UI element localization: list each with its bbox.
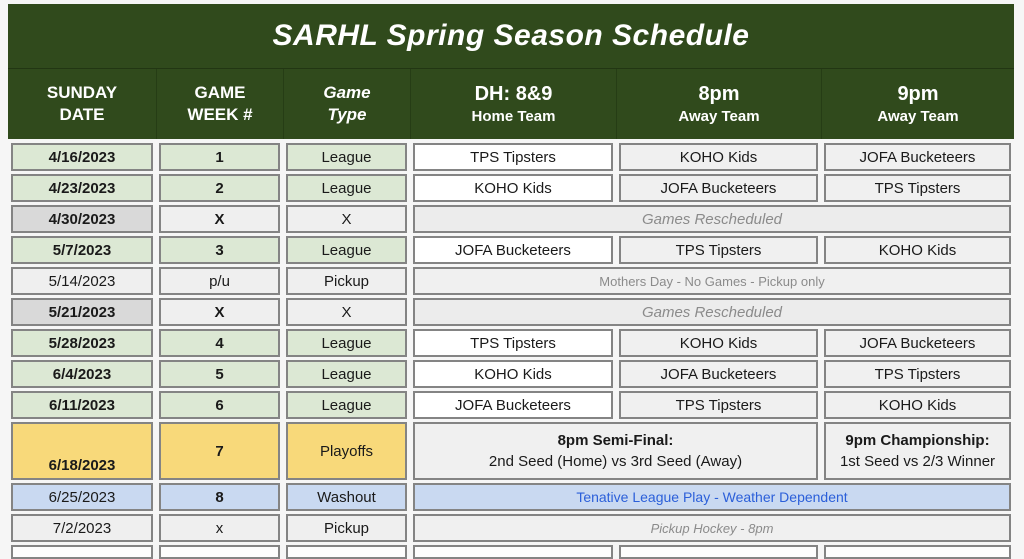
week-cell: p/u [159,267,280,295]
schedule-row-week1 [8,143,1014,171]
schedule-row-week3 [8,236,1014,264]
away-team-8pm-cell: KOHO Kids [619,329,818,357]
away-team-8pm-cell: KOHO Kids [619,143,818,171]
column-header-line: Away Team [678,108,760,126]
away-team-8pm-cell: JOFA Bucketeers [619,174,818,202]
date-cell: 5/21/2023 [11,298,153,326]
type-cell: Pickup [286,514,407,542]
column-header-8pm-away [616,69,821,139]
home-team-cell: TPS Tipsters [413,329,613,357]
column-header-9pm-away [821,69,1014,139]
type-cell: League [286,360,407,388]
type-cell: League [286,391,407,419]
week-cell: 6 [159,391,280,419]
week-cell: 5 [159,360,280,388]
week-cell: 8 [159,483,280,511]
week-cell: x [159,514,280,542]
column-header-line: Away Team [877,108,959,126]
week-cell: 3 [159,236,280,264]
empty-cell [11,545,153,559]
page-title: SARHL Spring Season Schedule [8,4,1014,69]
column-header-game-week [156,69,283,139]
away-team-8pm-cell: TPS Tipsters [619,236,818,264]
date-cell: 6/11/2023 [11,391,153,419]
home-team-cell: KOHO Kids [413,360,613,388]
column-header-line: 9pm [897,83,939,106]
schedule-row-pickup [8,514,1014,542]
type-cell: League [286,329,407,357]
type-cell: League [286,143,407,171]
schedule-rows [8,139,1014,559]
type-cell: Washout [286,483,407,511]
schedule-row-rescheduled [8,205,1014,233]
column-header-sunday-date [8,69,156,139]
date-cell: 7/2/2023 [11,514,153,542]
schedule-row-week2 [8,174,1014,202]
date-cell: 5/28/2023 [11,329,153,357]
week-cell: X [159,298,280,326]
schedule-row-week6 [8,391,1014,419]
note-cell: Games Rescheduled [413,205,1011,233]
type-cell: Pickup [286,267,407,295]
away-team-9pm-cell: JOFA Bucketeers [824,143,1011,171]
away-team-9pm-cell: TPS Tipsters [824,360,1011,388]
date-cell: 5/7/2023 [11,236,153,264]
schedule-row-playoffs [8,422,1014,480]
home-team-cell: KOHO Kids [413,174,613,202]
column-header-line: 8pm [698,83,740,106]
week-cell: 2 [159,174,280,202]
championship-detail: 1st Seed vs 2/3 Winner [839,453,996,470]
schedule-row-washout [8,483,1014,511]
date-cell: 5/14/2023 [11,267,153,295]
empty-cell [159,545,280,559]
championship-title: 9pm Championship: [845,432,990,449]
schedule-row-partial [8,545,1014,559]
date-cell: 6/4/2023 [11,360,153,388]
semi-final-detail: 2nd Seed (Home) vs 3rd Seed (Away) [488,453,743,470]
type-cell: Playoffs [286,422,407,480]
column-header-line: GAME [194,82,246,102]
away-team-9pm-cell: KOHO Kids [824,236,1011,264]
empty-cell [824,545,1011,559]
empty-cell [413,545,613,559]
home-team-cell: JOFA Bucketeers [413,236,613,264]
date-cell: 4/30/2023 [11,205,153,233]
column-header-line: DH: 8&9 [474,83,553,106]
schedule-row-week5 [8,360,1014,388]
schedule-sheet [8,4,1014,559]
note-cell: Mothers Day - No Games - Pickup only [413,267,1011,295]
column-header-game-type [283,69,410,139]
column-header-line: SUNDAY [46,82,118,102]
column-header-row [8,69,1014,139]
column-header-line: WEEK # [187,105,253,124]
week-cell: X [159,205,280,233]
away-team-8pm-cell: JOFA Bucketeers [619,360,818,388]
note-cell: Pickup Hockey - 8pm [413,514,1011,542]
date-cell: 4/23/2023 [11,174,153,202]
home-team-cell: TPS Tipsters [413,143,613,171]
column-header-line: Home Team [471,108,556,126]
date-cell: 4/16/2023 [11,143,153,171]
empty-cell [286,545,407,559]
away-team-9pm-cell: TPS Tipsters [824,174,1011,202]
away-team-9pm-cell: KOHO Kids [824,391,1011,419]
schedule-row-week4 [8,329,1014,357]
type-cell: League [286,236,407,264]
week-cell: 7 [159,422,280,480]
week-cell: 4 [159,329,280,357]
column-header-line: Game [323,82,371,102]
type-cell: X [286,298,407,326]
column-header-line: DATE [59,105,105,124]
date-cell: 6/25/2023 [11,483,153,511]
type-cell: League [286,174,407,202]
table-header [8,4,1014,139]
schedule-row-rescheduled [8,298,1014,326]
empty-cell [619,545,818,559]
date-cell: 6/18/2023 [11,422,153,480]
away-team-9pm-cell: JOFA Bucketeers [824,329,1011,357]
column-header-home-team [410,69,616,139]
championship-cell [824,422,1011,480]
column-header-line: Type [327,105,367,124]
week-cell: 1 [159,143,280,171]
away-team-8pm-cell: TPS Tipsters [619,391,818,419]
note-cell: Games Rescheduled [413,298,1011,326]
type-cell: X [286,205,407,233]
home-team-cell: JOFA Bucketeers [413,391,613,419]
schedule-row-mothers-day [8,267,1014,295]
note-cell: Tenative League Play - Weather Dependent [413,483,1011,511]
semi-final-title: 8pm Semi-Final: [557,432,674,449]
semi-final-cell [413,422,818,480]
